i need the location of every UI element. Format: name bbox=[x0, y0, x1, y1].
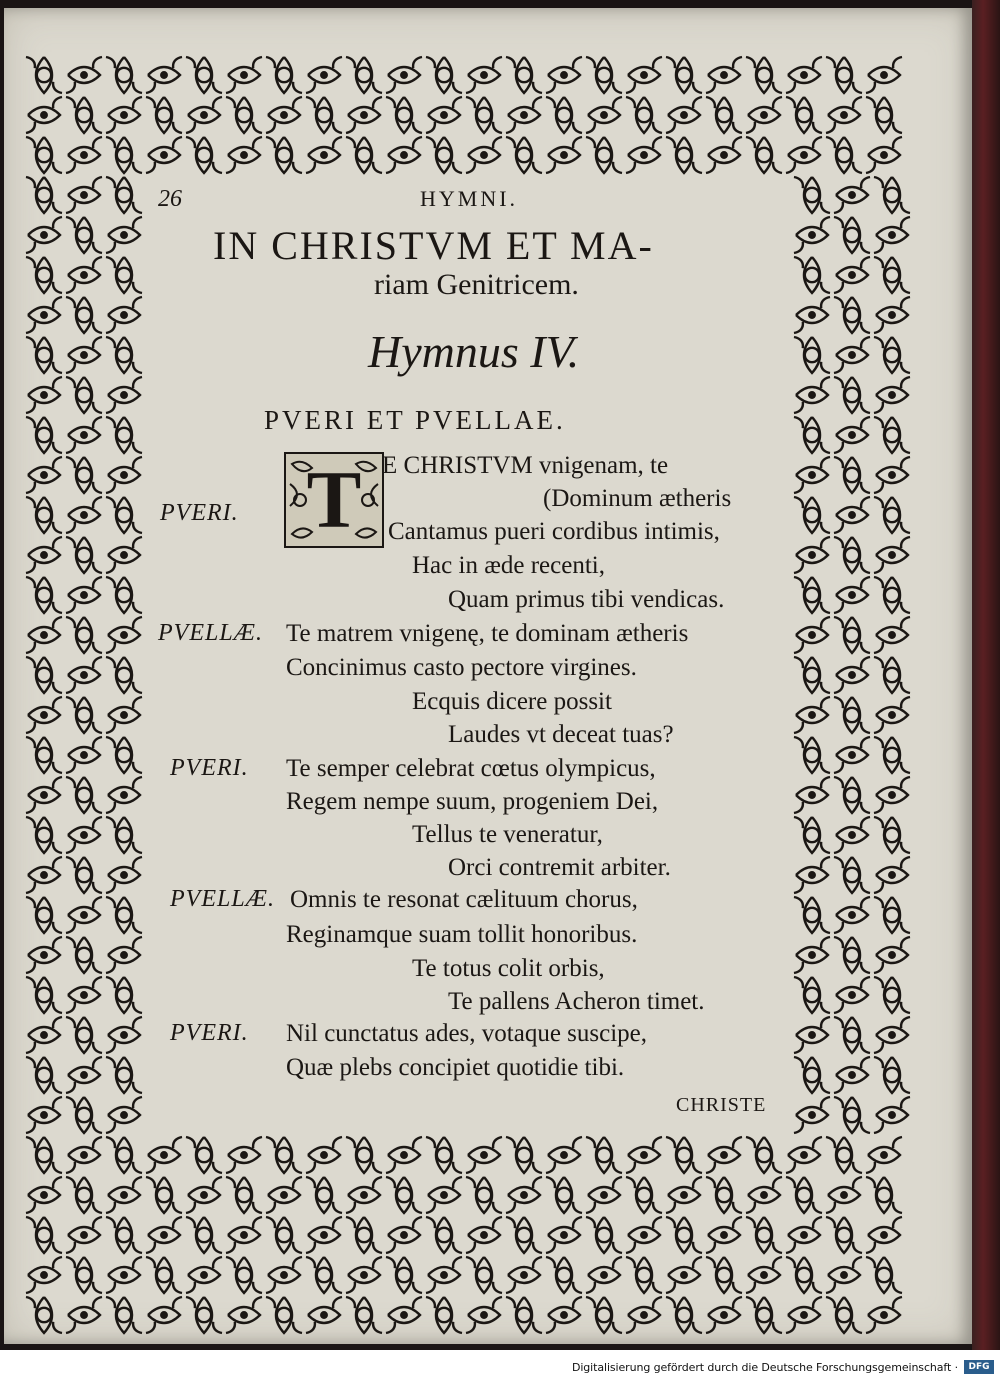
verse-line: Orci contremit arbiter. bbox=[448, 854, 671, 881]
running-head: HYMNI. bbox=[420, 186, 519, 211]
hymn-title: Hymnus IV. bbox=[368, 326, 580, 377]
book-spine-edge bbox=[972, 0, 1000, 1350]
verse-line: Concinimus casto pectore virgines. bbox=[286, 654, 637, 681]
ornament-border-left bbox=[24, 175, 156, 1135]
speaker-label: PVELLÆ. bbox=[170, 886, 276, 912]
verse-line: Quam primus tibi vendicas. bbox=[448, 586, 725, 613]
verse-line: Te matrem vnigenę, te dominam ætheris bbox=[286, 620, 689, 647]
verse-line: Laudes vt deceat tuas? bbox=[448, 721, 674, 748]
verse-line: Omnis te resonat cælituum chorus, bbox=[290, 886, 638, 913]
speaker-label: PVERI. bbox=[160, 500, 239, 526]
verse-line: (Dominum ætheris bbox=[543, 485, 732, 512]
verse-line: E CHRISTVM vnigenam, te bbox=[382, 452, 669, 479]
section-heading: PVERI ET PVELLAE. bbox=[264, 405, 566, 435]
verse-line: Quæ plebs concipiet quotidie tibi. bbox=[286, 1054, 625, 1081]
ornament-border-right bbox=[792, 175, 912, 1135]
verse-line: Nil cunctatus ades, votaque suscipe, bbox=[286, 1020, 648, 1047]
drop-cap-letter: T bbox=[306, 454, 362, 545]
speaker-label: PVERI. bbox=[170, 755, 249, 781]
speaker-label: PVELLÆ. bbox=[158, 620, 264, 646]
verse-line: Reginamque suam tollit honoribus. bbox=[286, 921, 638, 948]
verse-line: Te semper celebrat cœtus olympicus, bbox=[286, 755, 656, 782]
ornament-border-bottom bbox=[24, 1135, 912, 1345]
verse-line: Cantamus pueri cordibus intimis, bbox=[388, 518, 720, 545]
verse-line: Regem nempe suum, progeniem Dei, bbox=[286, 788, 659, 815]
digitization-footer bbox=[0, 1350, 1000, 1384]
verse-line: Te pallens Acheron timet. bbox=[448, 988, 705, 1015]
verse-line: Ecquis dicere possit bbox=[412, 688, 612, 715]
title-line-2: riam Genitricem. bbox=[374, 268, 579, 301]
funding-credit: Digitalisierung gefördert durch die Deutsche Forschungsgemeinschaft · bbox=[571, 1361, 958, 1374]
ornament-border-top bbox=[24, 55, 912, 175]
verse-line: Te totus colit orbis, bbox=[412, 955, 605, 982]
verse-line: Hac in æde recenti, bbox=[412, 552, 605, 579]
title-line-1: IN CHRISTVM ET MA- bbox=[213, 223, 654, 268]
page-number: 26 bbox=[158, 186, 182, 212]
verse-line: Tellus te veneratur, bbox=[412, 821, 603, 848]
dfg-logo: DFG bbox=[964, 1360, 994, 1374]
catchword: CHRISTE bbox=[676, 1094, 767, 1116]
speaker-label: PVERI. bbox=[170, 1020, 249, 1046]
decorated-initial bbox=[284, 452, 384, 548]
